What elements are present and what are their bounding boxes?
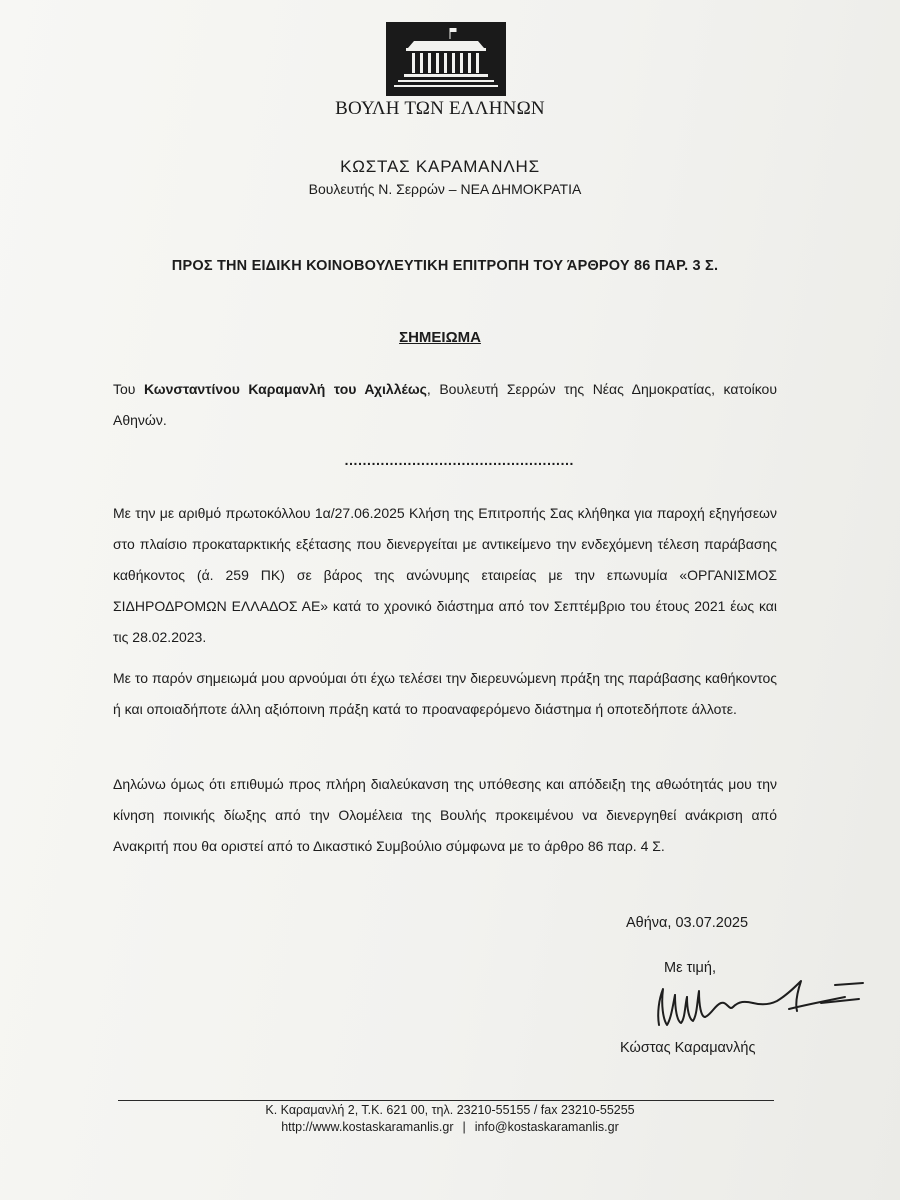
sender-name: Κωνσταντίνου Καραμανλή του Αχιλλέως [143,381,427,397]
closing-salutation: Με τιμή, [664,960,716,976]
sender-suffix: , Βουλευτή Σερρών της Νέας Δημοκρατίας, κατοίκου Αθηνών. [113,381,777,428]
footer-website-link[interactable]: http://www.kostaskaramanlis.gr [281,1120,454,1134]
handwritten-signature [645,975,870,1035]
recipient-line: ΠΡΟΣ ΤΗΝ ΕΙΔΙΚΗ ΚΟΙΝΟΒΟΥΛΕΥΤΙΚΗ ΕΠΙΤΡΟΠΗ ΤΟΥ ΆΡΘΡΟΥ 86 ΠΑΡ. 3 Σ. [171,258,719,274]
sender-paragraph [113,374,777,436]
signer-name: Κώστας Καραμανλής [620,1040,756,1056]
parliament-name: ΒΟΥΛΗ ΤΩΝ ΕΛΛΗΝΩΝ [335,98,545,119]
sender-prefix: Του [113,381,144,397]
author-name: ΚΩΣΤΑΣ ΚΑΡΑΜΑΝΛΗΣ [340,157,540,176]
document-title: ΣΗΜΕΙΩΜΑ [399,329,481,346]
author-role: Βουλευτής Ν. Σερρών – ΝΕΑ ΔΗΜΟΚΡΑΤΙΑ [308,181,582,197]
footer-contacts [0,1120,900,1134]
place-date: Αθήνα, 03.07.2025 [626,915,749,931]
footer-email-link[interactable]: info@kostaskaramanlis.gr [474,1120,619,1134]
parliament-building-logo [386,22,506,96]
dotted-separator: …………………………………………… [344,452,574,468]
footer-address: Κ. Καραμανλή 2, Τ.Κ. 621 00, τηλ. 23210-55155 / fax 23210-55255 [265,1103,635,1117]
body-paragraph-2: Με το παρόν σημειωμά μου αρνούμαι ότι έχω τελέσει την διερευνώμενη πράξη της παράβασης καθήκοντος ή και οποιαδήποτε άλλη αξιόποινη πράξη κατά το προαναφερόμενο διάστημα ή οποτεδήποτε άλλοτε. [113,670,777,717]
footer-separator: | [462,1120,466,1134]
body-paragraph-3: Δηλώνω όμως ότι επιθυμώ προς πλήρη διαλεύκανση της υπόθεσης και απόδειξη της αθωότητάς μου την κίνηση ποινικής δίωξης από την Ολομέλεια της Βουλής προκειμένου να διενεργηθεί ανάκριση από Ανακριτή που θα οριστεί από το Δικαστικό Συμβούλιο σύμφωνα με το άρθρο 86 παρ. 4 Σ. [113,776,777,854]
footer-divider [118,1100,774,1101]
body-paragraph-1: Με την με αριθμό πρωτοκόλλου 1α/27.06.2025 Κλήση της Επιτροπής Σας κλήθηκα για παροχή εξηγήσεων στο πλαίσιο προκαταρκτικής εξέτασης που διενεργείται με αντικείμενο την ενδεχόμενη τέλεση παράβασης καθήκοντος (ά. 259 ΠΚ) σε βάρος της ανώνυμης εταιρείας με την επωνυμία «ΟΡΓΑΝΙΣΜΟΣ ΣΙΔΗΡΟΔΡΟΜΩΝ ΕΛΛΑΔΟΣ ΑΕ» κατά το χρονικό διάστημα από τον Σεπτέμβριο του έτους 2021 έως και τις 28.02.2023. [113,505,777,645]
